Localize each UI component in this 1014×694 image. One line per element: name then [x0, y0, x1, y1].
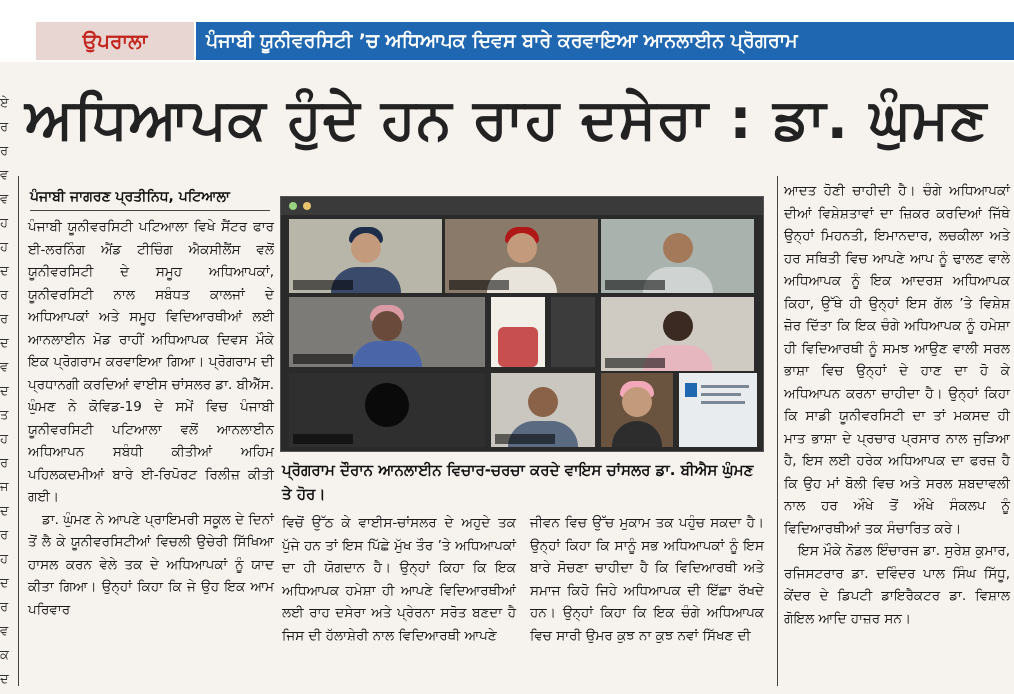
article-column-4 [784, 180, 1010, 688]
participant-tile [289, 219, 442, 293]
column-rule [18, 176, 19, 686]
participant-tile [491, 373, 595, 447]
kicker-bar: ਪੰਜਾਬੀ ਯੂਨੀਵਰਸਿਟੀ ’ਚ ਅਧਿਆਪਕ ਦਿਵਸ ਬਾਰੇ ਕਰਵਾਇਆ ਆਨਲਾਈਨ ਪ੍ਰੋਗਰਾਮ [196, 22, 1014, 60]
participant-tile [601, 219, 754, 293]
byline: ਪੰਜਾਬੀ ਜਾਗਰਣ ਪ੍ਰਤੀਨਿਧ, ਪਟਿਆਲਾ [30, 189, 230, 205]
participant-tile [445, 219, 598, 293]
participant-tile [551, 297, 595, 367]
participant-tile [289, 297, 485, 367]
byline-rule [30, 210, 270, 211]
article-paragraph: ਪੰਜਾਬੀ ਯੂਨੀਵਰਸਿਟੀ ਪਟਿਆਲਾ ਵਿਖੇ ਸੈਂਟਰ ਫਾਰ ਈ-ਲਰਨਿੰਗ ਐਂਡ ਟੀਚਿੰਗ ਐਕਸੀਲੈਂਸ ਵਲੋਂ ਯੂਨੀਵਰਸਿਟੀ ਦੇ ਸਮੂਹ ਅਧਿਆਪਕਾਂ, ਯੂਨੀਵਰਸਿਟੀ ਨਾਲ ਸਬੰਧਤ ਕਾਲਜਾਂ ਦੇ ਅਧਿਆਪਕਾਂ ਅਤੇ ਸਮੂਹ ਵਿਦਿਆਰਥੀਆਂ ਲਈ ਆਨਲਾਈਨ ਮੋਡ ਰਾਹੀਂ ਅਧਿਆਪਕ ਦਿਵਸ ਮੌਕੇ ਇਕ ਪ੍ਰੋਗਰਾਮ ਕਰਵਾਇਆ ਗਿਆ। ਪ੍ਰੋਗਰਾਮ ਦੀ ਪ੍ਰਧਾਨਗੀ ਕਰਦਿਆਂ ਵਾਈਸ ਚਾਂਸਲਰ ਡਾ. ਬੀਐੱਸ. ਘੁੰਮਣ ਨੇ ਕੋਵਿਡ-19 ਦੇ ਸਮੇਂ ਵਿਚ ਪੰਜਾਬੀ ਯੂਨੀਵਰਸਿਟੀ ਪਟਿਆਲਾ ਵਲੋਂ ਆਨਲਾਈਨ ਅਧਿਆਪਨ ਸਬੰਧੀ ਕੀਤੀਆਂ ਅਹਿਮ ਪਹਿਲਕਦਮੀਆਂ ਬਾਰੇ ਈ-ਰਿਪੋਰਟ ਰਿਲੀਜ਼ ਕੀਤੀ ਗਈ। [28, 219, 274, 505]
article-paragraph: ਇਸ ਮੌਕੇ ਨੋਡਲ ਇੰਚਾਰਜ ਡਾ. ਸੁਰੇਸ਼ ਕੁਮਾਰ, ਰਜਿਸਟਰਾਰ ਡਾ. ਦਵਿੰਦਰ ਪਾਲ ਸਿੰਘ ਸਿੱਧੂ, ਕੇਂਦਰ ਦੇ ਡਿਪਟੀ ਡਾਇਰੈਕਟਰ ਡਾ. ਵਿਸ਼ਾਲ ਗੋਇਲ ਆਦਿ ਹਾਜ਼ਰ ਸਨ। [784, 543, 1010, 627]
article-photo-video-call [280, 196, 764, 452]
adjacent-article-sliver: ਏ ਰ ਰ ਵ ਵ ਹ ਹ ਦ ਰ ਰ ਦ ਵ ਦ ਤ ਹ ਰ ਜ ਦ ਰ ਹ ਦ ਰ ਵ ਕ ਦ [0, 96, 9, 687]
participant-tile [289, 373, 485, 447]
call-window-titlebar [281, 197, 763, 215]
article-paragraph: ਡਾ. ਘੁੰਮਣ ਨੇ ਆਪਣੇ ਪ੍ਰਾਇਮਰੀ ਸਕੂਲ ਦੇ ਦਿਨਾਂ ਤੋਂ ਲੈ ਕੇ ਯੂਨੀਵਰਸਿਟੀਆਂ ਵਿਚਲੀ ਉਚੇਰੀ ਸਿੱਖਿਆ ਹਾਸਲ ਕਰਨ ਵੇਲੇ ਤਕ ਦੇ ਅਧਿਆਪਕਾਂ ਨੂੰ ਯਾਦ ਕੀਤਾ ਗਿਆ। ਉਨ੍ਹਾਂ ਕਿਹਾ ਕਿ ਜੇ ਉਹ ਇਕ ਆਮ ਪਰਿਵਾਰ [28, 511, 274, 618]
photo-caption: ਪ੍ਰੋਗਰਾਮ ਦੌਰਾਨ ਆਨਲਾਈਨ ਵਿਚਾਰ-ਚਰਚਾ ਕਰਦੇ ਵਾਇਸ ਚਾਂਸਲਰ ਡਾ. ਬੀਐਸ ਘੁੰਮਣ ਤੇ ਹੋਰ। [282, 461, 754, 503]
participant-tile [491, 297, 545, 367]
article-column-3 [530, 512, 764, 688]
article-paragraph: ਵਿਚੋਂ ਉੱਠ ਕੇ ਵਾਈਸ-ਚਾਂਸਲਰ ਦੇ ਅਹੁਦੇ ਤਕ ਪੁੱਜੇ ਹਨ ਤਾਂ ਇਸ ਪਿੱਛੇ ਮੁੱਖ ਤੌਰ ’ਤੇ ਅਧਿਆਪਕਾਂ ਦਾ ਹੀ ਯੋਗਦਾਨ ਹੈ। ਉਨ੍ਹਾਂ ਕਿਹਾ ਕਿ ਇਕ ਅਧਿਆਪਕ ਹਮੇਸ਼ਾ ਹੀ ਆਪਣੇ ਵਿਦਿਆਰਥੀਆਂ ਲਈ ਰਾਹ ਦਸੇਰਾ ਅਤੇ ਪ੍ਰੇਰਨਾ ਸਰੋਤ ਬਣਦਾ ਹੈ ਜਿਸ ਦੀ ਹੱਲਾਸ਼ੇਰੀ ਨਾਲ ਵਿਦਿਆਰਥੀ ਆਪਣੇ [282, 515, 516, 644]
headline: ਅਧਿਆਪਕ ਹੁੰਦੇ ਹਨ ਰਾਹ ਦਸੇਰਾ : ਡਾ. ਘੁੰਮਣ [25, 87, 988, 152]
participant-tile-slide [679, 373, 757, 447]
article-paragraph: ਆਦਤ ਹੋਣੀ ਚਾਹੀਦੀ ਹੈ। ਚੰਗੇ ਅਧਿਆਪਕਾਂ ਦੀਆਂ ਵਿਸ਼ੇਸ਼ਤਾਵਾਂ ਦਾ ਜ਼ਿਕਰ ਕਰਦਿਆਂ ਜਿੱਥੇ ਉਨ੍ਹਾਂ ਮਿਹਨਤੀ, ਇਮਾਨਦਾਰ, ਲਚਕੀਲਾ ਅਤੇ ਹਰ ਸਥਿਤੀ ਵਿਚ ਆਪਣੇ ਆਪ ਨੂੰ ਢਾਲਣ ਵਾਲੇ ਅਧਿਆਪਕ ਨੂੰ ਇਕ ਆਦਰਸ਼ ਅਧਿਆਪਕ ਕਿਹਾ, ਉੱਥੇ ਹੀ ਉਨ੍ਹਾਂ ਇਸ ਗੱਲ ’ਤੇ ਵਿਸ਼ੇਸ਼ ਜ਼ੋਰ ਦਿੱਤਾ ਕਿ ਇਕ ਚੰਗੇ ਅਧਿਆਪਕ ਨੂੰ ਹਮੇਸ਼ਾ ਹੀ ਵਿਦਿਆਰਥੀ ਨੂੰ ਸਮਝ ਆਉਣ ਵਾਲੀ ਸਰਲ ਭਾਸ਼ਾ ਵਿਚ ਉਨ੍ਹਾਂ ਦੇ ਹਾਣ ਦਾ ਹੋ ਕੇ ਅਧਿਆਪਨ ਕਰਨਾ ਚਾਹੀਦਾ ਹੈ। ਉਨ੍ਹਾਂ ਕਿਹਾ ਕਿ ਸਾਡੀ ਯੂਨੀਵਰਸਿਟੀ ਦਾ ਤਾਂ ਮਕਸਦ ਹੀ ਮਾਤ ਭਾਸ਼ਾ ਦੇ ਪ੍ਰਚਾਰ ਪ੍ਰਸਾਰ ਨਾਲ ਜੁੜਿਆ ਹੈ, ਇਸ ਲਈ ਹਰੇਕ ਅਧਿਆਪਕ ਦਾ ਫਰਜ਼ ਹੈ ਕਿ ਉਹ ਮਾਂ ਬੋਲੀ ਵਿਚ ਅਤੇ ਸਰਲ ਸ਼ਬਦਾਵਲੀ ਨਾਲ ਹਰ ਔਖੇ ਤੋਂ ਔਖੇ ਸੰਕਲਪ ਨੂੰ ਵਿਦਿਆਰਥੀਆਂ ਤਕ ਸੰਚਾਰਿਤ ਕਰੇ। [784, 183, 1010, 537]
column-rule [777, 176, 778, 686]
participant-tile [601, 373, 673, 447]
section-tag: ਉਪਰਾਲਾ [36, 22, 194, 60]
participant-tile [601, 297, 754, 371]
article-column-1 [28, 216, 274, 686]
article-paragraph: ਜੀਵਨ ਵਿਚ ਉੱਚ ਮੁਕਾਮ ਤਕ ਪਹੁੰਚ ਸਕਦਾ ਹੈ। ਉਨ੍ਹਾਂ ਕਿਹਾ ਕਿ ਸਾਨੂੰ ਸਭ ਅਧਿਆਪਕਾਂ ਨੂੰ ਇਸ ਬਾਰੇ ਸੋਚਣਾ ਚਾਹੀਦਾ ਹੈ ਕਿ ਵਿਦਿਆਰਥੀ ਅਤੇ ਸਮਾਜ ਕਿਹੋ ਜਿਹੇ ਅਧਿਆਪਕ ਦੀ ਇੱਛਾ ਰੱਖਦੇ ਹਨ। ਉਨ੍ਹਾਂ ਕਿਹਾ ਕਿ ਇਕ ਚੰਗੇ ਅਧਿਆਪਕ ਵਿਚ ਸਾਰੀ ਉਮਰ ਕੁਝ ਨਾ ਕੁਝ ਨਵਾਂ ਸਿੱਖਣ ਦੀ [530, 515, 764, 644]
article-column-2 [282, 512, 516, 688]
